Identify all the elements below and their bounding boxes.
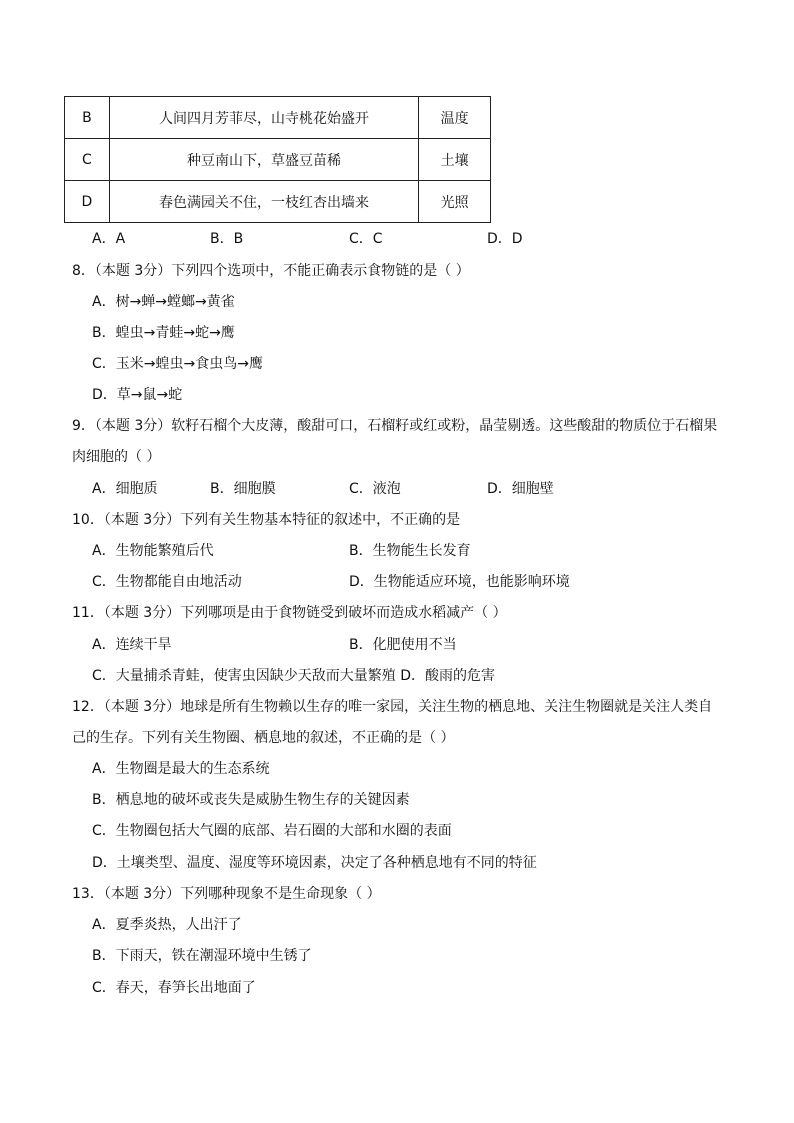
q8-option-c: C．玉米→蝗虫→食虫鸟→鹰: [92, 356, 263, 372]
q10-option-d: D．生物能适应环境，也能影响环境: [349, 574, 570, 590]
q7-option-d: D．D: [487, 231, 523, 247]
q7-option-c: C．C: [349, 231, 383, 247]
table-cell-letter: B: [65, 97, 110, 139]
q8-stem: 8．（本题 3分）下列四个选项中，不能正确表示食物链的是（ ）: [72, 263, 470, 279]
q8-option-a: A．树→蝉→螳螂→黄雀: [92, 294, 235, 310]
q11-option-b: B．化肥使用不当: [349, 637, 457, 653]
table-row: [65, 181, 491, 223]
q13-stem: 13．（本题 3分）下列哪种现象不是生命现象（ ）: [72, 886, 381, 902]
q13-option-a: A．夏季炎热，人出汗了: [92, 917, 242, 933]
q11-option-a: A．连续干旱: [92, 637, 172, 653]
table-cell-letter: C: [65, 139, 110, 181]
q10-stem: 10．（本题 3分）下列有关生物基本特征的叙述中，不正确的是: [72, 512, 461, 528]
q12-option-d: D．土壤类型、温度、湿度等环境因素，决定了各种栖息地有不同的特征: [92, 855, 537, 871]
q8-option-d: D．草→鼠→蛇: [92, 387, 183, 403]
q10-option-c: C．生物都能自由地活动: [92, 574, 242, 590]
q9-option-c: C．液泡: [349, 481, 401, 497]
table-cell-factor: 土壤: [419, 139, 491, 181]
q10-option-a: A．生物能繁殖后代: [92, 543, 214, 559]
q9-option-d: D．细胞壁: [487, 481, 554, 497]
table-cell-factor: 温度: [419, 97, 491, 139]
q12-option-c: C．生物圈包括大气圈的底部、岩石圈的大部和水圈的表面: [92, 823, 452, 839]
table-cell-factor: 光照: [419, 181, 491, 223]
q12-stem-line2: 己的生存。下列有关生物圈、栖息地的叙述，不正确的是（ ）: [72, 730, 455, 746]
q9-option-b: B．细胞膜: [210, 481, 276, 497]
q9-stem-line1: 9．（本题 3分）软籽石榴个大皮薄，酸甜可口，石榴籽或红或粉，晶莹剔透。这些酸甜的物质位于石榴果: [72, 418, 718, 434]
q12-option-b: B．栖息地的破坏或丧失是威胁生物生存的关键因素: [92, 792, 410, 808]
q12-stem-line1: 12．（本题 3分）地球是所有生物赖以生存的唯一家园，关注生物的栖息地、关注生物圈就是关注人类自: [72, 699, 713, 715]
table-cell-letter: D: [65, 181, 110, 223]
q11-stem: 11．（本题 3分）下列哪项是由于食物链受到破坏而造成水稻减产（ ）: [72, 605, 507, 621]
table-cell-text: 种豆南山下，草盛豆苗稀: [109, 139, 418, 181]
q13-option-b: B．下雨天，铁在潮湿环境中生锈了: [92, 948, 312, 964]
table-row: [65, 139, 491, 181]
q7-option-b: B．B: [210, 231, 244, 247]
q12-option-a: A．生物圈是最大的生态系统: [92, 761, 270, 777]
q8-option-b: B．蝗虫→青蛙→蛇→鹰: [92, 325, 235, 341]
table-row: [65, 97, 491, 139]
q13-option-c: C．春天，春笋长出地面了: [92, 980, 256, 996]
q9-option-a: A．细胞质: [92, 481, 158, 497]
factor-table: [64, 96, 491, 223]
table-cell-text: 春色满园关不住，一枝红杏出墙来: [109, 181, 418, 223]
q9-stem-line2: 肉细胞的（ ）: [72, 449, 161, 465]
q11-option-cd: C．大量捕杀青蛙，使害虫因缺少天敌而大量繁殖 D．酸雨的危害: [92, 668, 496, 684]
q7-option-a: A．A: [92, 231, 126, 247]
q10-option-b: B．生物能生长发育: [349, 543, 471, 559]
table-cell-text: 人间四月芳菲尽，山寺桃花始盛开: [109, 97, 418, 139]
